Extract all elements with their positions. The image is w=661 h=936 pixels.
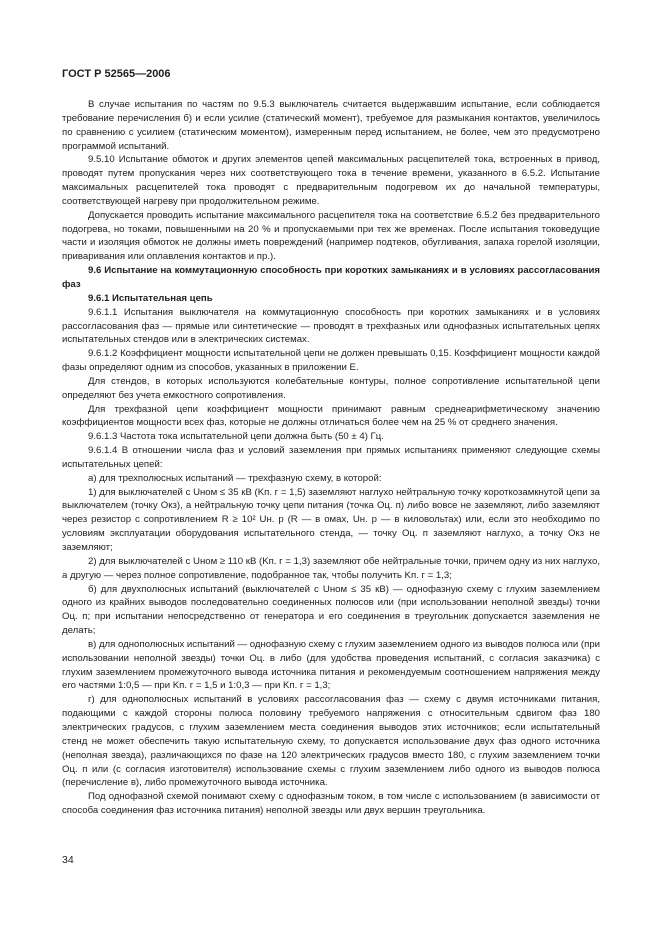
paragraph: б) для двухполюсных испытаний (выключателей с Uном ≤ 35 кВ) — однофазную схему с глухим заземлением одного из крайних выводов последовательно соединенных полюсов или (при использовании неполной звезды) точки Oц. п; при испытании непосредственно от генератора и его соединения в треугольник допускается заземления не делать;	[62, 583, 600, 637]
paragraph: Допускается проводить испытание максимального расцепителя тока на соответствие 6.5.2 без предварительного подогрева, но токами, повышенными на 20 % и пропускаемыми при тех же временах. После испытания токоведущие части и изоляция обмоток не должны иметь повреждений (например подтеков, обугливания, запаха горелой изоляции, приваривания или оплавления контактов и пр.).	[62, 209, 600, 263]
paragraph: 9.6.1.1 Испытания выключателя на коммутационную способность при коротких замыканиях и в условиях рассогласования фаз — прямые или синтетические — проводят в трехфазных или однофазных испытательных цепях испытательных стендов или в электрических системах.	[62, 306, 600, 346]
paragraph: Для трехфазной цепи коэффициент мощности принимают равным среднеарифметическому значению коэффициентов мощности всех фаз, которые не должны отличаться более чем на 25 % от среднего значения.	[62, 403, 600, 429]
paragraph: а) для трехполюсных испытаний — трехфазную схему, в которой:	[88, 472, 382, 484]
body-text	[62, 98, 600, 818]
paragraph: 9.5.10 Испытание обмоток и других элементов цепей максимальных расцепителей тока, встроенных в привод, проводят путем пропускания через них соответствующего тока в течение времени, указанного в 6.5.2. Испытание максимальных расцепителей тока проводят с предварительным подогревом их до начальной температуры, соответствующей нагреву при продолжительном режиме.	[62, 154, 600, 207]
paragraph: Под однофазной схемой понимают схему с однофазным током, в том числе с использованием (в зависимости от способа соединения фаз источника питания) неполной звезды или двух вершин треугольника.	[62, 791, 600, 817]
paragraph: 1) для выключателей с Uном ≤ 35 кВ (Kп. г = 1,5) заземляют наглухо нейтральную точку короткозамкнутой цепи за выключателем (точку Oкз), а нейтральную точку цепи питания (точка Oц. п) либо вовсе не заземляют, либо заземляют через резистор с сопротивлением R ≥ 10² Uн. р (R — в омах, Uн. р — в киловольтах) или, если это необходимо по условиям эксплуатации оборудования испытательного стенда, — точку Oц. п заземляют наглухо, а точку Oкз не заземляют;	[62, 486, 600, 553]
paragraph: в) для однополюсных испытаний — однофазную схему с глухим заземлением одного из выводов полюса или (при использовании неполной звезды) точки Oц. в либо (для удобства проведения испытаний, с согласия заказчика) с глухим заземлением промежуточного вывода источника питания и рекомендуемым соотношением напряжения между его частями 1:0,5 — при Kп. г = 1,5 и 1:0,3 — при Kп. г = 1,3;	[62, 638, 601, 692]
paragraph: 2) для выключателей с Uном ≥ 110 кВ (Kп. г = 1,3) заземляют обе нейтральные точки, причем одну из них наглухо, а другую — через полное сопротивление, подобранное так, чтобы получить Kп. г = 1,3;	[62, 555, 600, 581]
paragraph: 9.6.1 Испытательная цепь	[88, 292, 213, 304]
page-number: 34	[62, 854, 74, 866]
paragraph: Для стендов, в которых используются колебательные контуры, полное сопротивление испытательной цепи определяют без учета емкостного сопротивления.	[62, 375, 600, 401]
paragraph: В случае испытания по частям по 9.5.3 выключатель считается выдержавшим испытание, если соблюдается требование перечисления б) и если усилие (статический момент), требуемое для размыкания контактов, увеличилось по сравнению с усилием (статическим моментом), измеренным перед испытанием, не более, чем это предусмотрено программой испытаний.	[62, 99, 600, 152]
paragraph: 9.6 Испытание на коммутационную способность при коротких замыканиях и в условиях рассогласования фаз	[62, 265, 600, 290]
paragraph: 9.6.1.2 Коэффициент мощности испытательной цепи не должен превышать 0,15. Коэффициент мощности каждой фазы определяют одним из способов, указанных в приложении Е.	[62, 348, 600, 374]
document-header: ГОСТ Р 52565—2006	[62, 68, 171, 80]
paragraph: г) для однополюсных испытаний в условиях рассогласования фаз — схему с двумя источниками питания, подающими с каждой стороны полюса половину требуемого напряжения с относительным сдвигом фаз 180 электрических градусов, с глухим заземлением места соединения выводов этих источников; если испытательный стенд не может обеспечить такую испытательную схему, то допускается использование двух фаз одного источника (неполная звезда), различающихся по фазе на 120 электрических градусов вместо 180, с глухим заземлением точки Oц. п или (с согласия изготовителя) использование схемы с глухим заземлением либо одного из выводов полюса (перечисление в), либо промежуточного вывода источника.	[62, 694, 600, 789]
paragraph: 9.6.1.4 В отношении числа фаз и условий заземления при прямых испытаниях применяют следующие схемы испытательных цепей:	[62, 445, 600, 470]
paragraph: 9.6.1.3 Частота тока испытательной цепи должна быть (50 ± 4) Гц.	[88, 431, 384, 443]
